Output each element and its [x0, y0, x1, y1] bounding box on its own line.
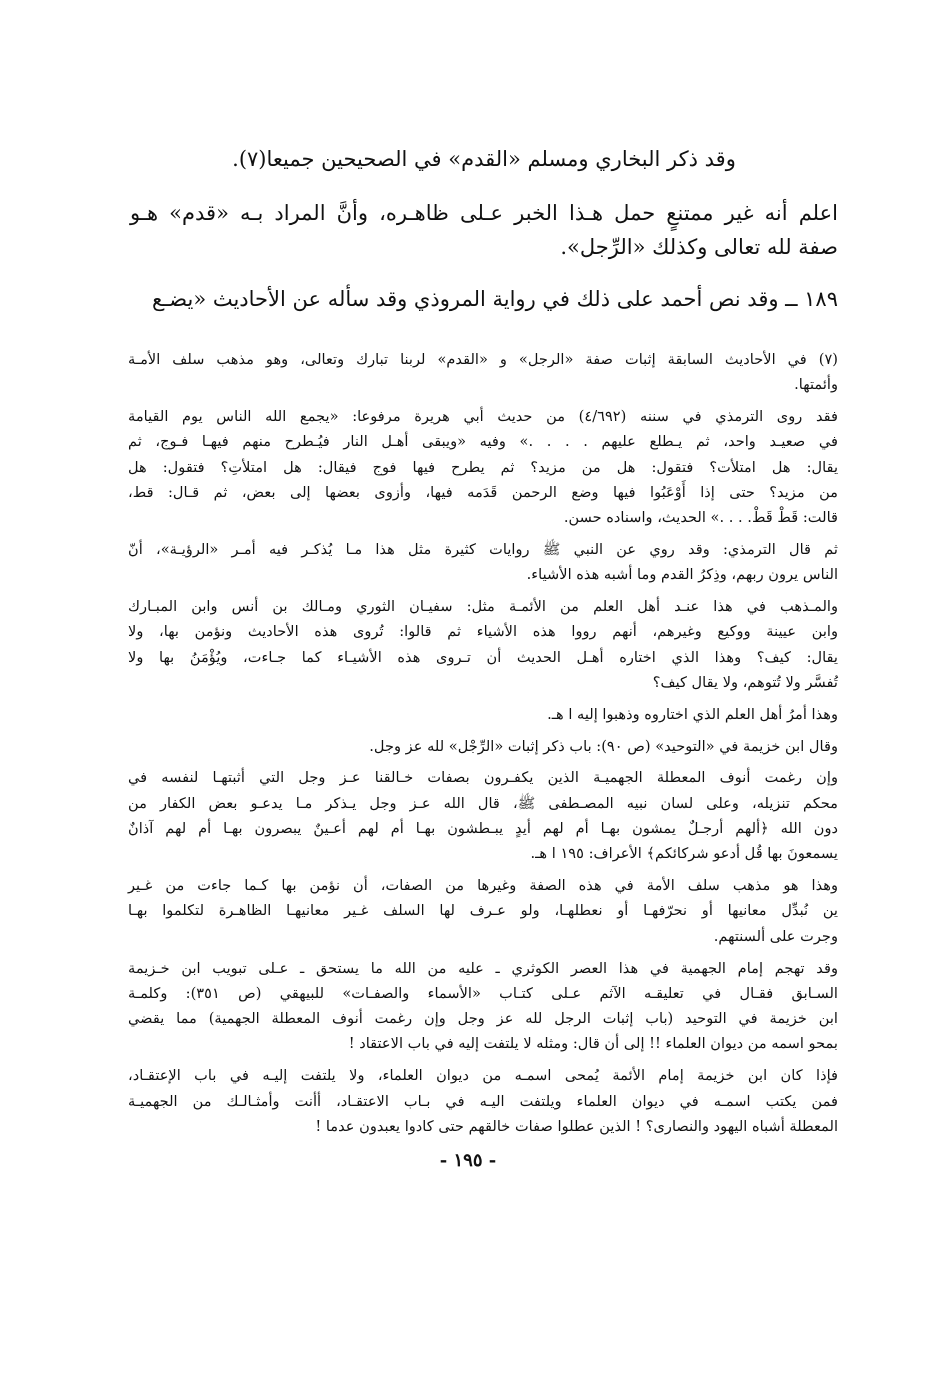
text-line: وابن عيينة ووكيع وغيرهم، أنهم رووا هذه الأشياء ثم قالوا: تُروى هذه الأحاديث ونؤمن بها، ولا — [128, 623, 838, 641]
text-line: ين نُبدِّل معانيها أو نحرّفهـا أو نعطلهـا، ولو عـرف لها السلف غـير معانيهـا الظاهـرة لتكلموا بهـا — [128, 902, 838, 920]
text-line: محكم تنزيله، وعلى لسان نبيه المصـطفى ﷺ، قال الله عـز وجل يـذكر مـا يدعـو بعض الكفار من — [128, 794, 838, 812]
text-line: وقد ذكر البخاري ومسلم «القدم» في الصحيحين جميعا(٧). — [232, 147, 736, 171]
main-paragraph — [130, 142, 838, 176]
text-line: فإذا كان ابن خزيمة إمام الأئمة يُمحى اسمـه من ديوان العلماء، ولا يلتفت إليـه في باب الإعتقـاد، — [128, 1067, 838, 1085]
text-line: قالت: قَطْ قَطْ. . . .» الحديث، واسناده حسن. — [563, 509, 838, 527]
text-line: صفة لله تعالى وكذلك «الرِّجل». — [560, 235, 838, 259]
text-line: المعطلة أشباه اليهود والنصارى؟ ! الذين عطلوا صفات خالقهم حتى كادوا يعبدون عدما ! — [315, 1117, 838, 1135]
footnote-paragraph — [128, 702, 838, 727]
text-line: في صعيـد واحد، ثم يـطلع عليهم . . . .» وفيه «ويبقى أهـل النار فيُـطرح منهم فيهـا فـوج، ثم — [128, 433, 838, 451]
text-line: (٧) في الأحاديث السابقة إثبات صفة «الرجل» و «القدم» لربنا تبارك وتعالى، وهو مذهب سلف الأمـة — [128, 351, 838, 368]
text-line: ثم قال الترمذي: وقد روي عن النبي ﷺ روايات كثيرة مثل هذا مـا يُذكـر فيه أمـر «الرؤيـة»، أنّ — [128, 541, 838, 559]
text-line: فقد روى الترمذي في سننه (٤/٦٩٢) من حديث أبي هريرة مرفوعا: «يجمع الله الناس يوم القيامة — [128, 408, 838, 426]
text-line: اعلم أنه غير ممتنعٍ حمل هـذا الخبر عـلى ظاهـره، وأنَّ المراد بـه «قدم» هـو — [130, 201, 838, 225]
text-line: وقال ابن خزيمة في «التوحيد» (ص ٩٠): باب ذكر إثبات «الرِّجْل» لله عز وجل. — [369, 737, 838, 755]
text-line: والمـذهب في هذا عنـد أهل العلم من الأئمـة مثل: سفيـان الثوري ومـالك بن أنس وابن المبـارك — [128, 598, 838, 616]
footnote-paragraph — [128, 1063, 838, 1139]
text-line: ابن خزيمة في التوحيد (باب إثبات الرجل لله عز وجل وإن رغمت أنوف المعطلة الجهمية) مما يقضي — [128, 1010, 838, 1028]
text-line: يقال: هل امتلأت؟ فتقول: هل من مزيد؟ ثم يطرح فيها فوج فيقال: هل امتلأتِ؟ فتقول: هل — [128, 458, 838, 476]
text-line: وإن رغمت أنوف المعطلة الجهميـة الذين يكفـرون بصفات خـالقنا عـز وجل التي أثبتهـا لنفسه في — [128, 769, 838, 787]
footnote-paragraph — [128, 765, 838, 866]
text-line: السـابق فقـال في تعليقـه الآثم عـلى كتـاب «الأسماء والصفـات» للبيهقي (ص ٣٥١): وكلمـة — [128, 984, 838, 1002]
text-line: بمحو اسمه من ديوان العلماء !! إلى أن قال: ومثله لا يلتفت إليه في باب الاعتقاد ! — [348, 1035, 838, 1053]
text-line: تُفسَّر ولا تُتوهم، ولا يقال كيف؟ — [652, 674, 838, 692]
text-line: وقد تهجم إمام الجهمية في هذا العصر الكوثري ـ عليه من الله ما يستحق ـ عـلى تبويب ابن خـزيمة — [128, 959, 838, 977]
footnote-paragraph — [128, 594, 838, 695]
text-line: فمن يكتب اسمـه في ديوان العلماء ويلتفت اليـه في بـاب الاعتقـاد، أأنت وأمثـالـك من الجهميـة — [128, 1092, 838, 1110]
text-line: وهذا أمرُ أهل العلم الذي اختاروه وذهبوا إليه ا هـ. — [547, 705, 838, 723]
footnote-paragraph — [128, 404, 838, 530]
footnote-paragraph — [128, 537, 838, 588]
footnote-paragraph — [128, 734, 838, 759]
footnotes — [128, 347, 838, 1146]
text-line: دون الله ﴿ألهم أرجـلٌ يمشون بهـا أم لهم أيدٍ يبـطشون بهـا أم لهم أعـينٌ يبصرون بهـا أم لهم آذانٌ — [128, 820, 838, 838]
page-number: - ١٩٥ - — [439, 1150, 497, 1171]
text-line: يسمعونَ بها قُل أدعو شركائكم﴾ الأعراف: ١٩٥ ا هـ. — [530, 845, 838, 863]
text-line: وهذا هو مذهب سلف الأمة في هذه الصفة وغيرها من الصفات، أن نؤمن بها كـما جاءت من غـير — [128, 877, 838, 895]
footnote-paragraph — [128, 347, 838, 398]
text-line: يقال: كيف؟ وهذا الذي اختاره أهـل الحديث أن تـروى هذه الأشيـاء كما جـاءت، ويُؤْمَنُ بها ولا — [128, 648, 838, 666]
text-line: من مزيد؟ حتى إذا أَوْعَبُوا فيها وضع الرحمن قَدَمه فيها، وأزوى بعضها إلى بعض، ثم قـال: قط، — [128, 483, 838, 501]
footnote-paragraph — [128, 873, 838, 949]
text-line: وأئمتها. — [794, 376, 838, 394]
main-paragraph — [130, 282, 838, 316]
footnote-paragraph — [128, 956, 838, 1057]
text-line: الناس يرون ربهم، وذِكرُ القدم وما أشبه هذه الأشياء. — [526, 566, 838, 584]
text-line: وجرت على ألسنتهم. — [713, 927, 838, 945]
main-paragraph — [130, 196, 838, 264]
text-line: ١٨٩ ــ وقد نص أحمد على ذلك في رواية المروذي وقد سأله عن الأحاديث «يضـع — [151, 287, 838, 311]
